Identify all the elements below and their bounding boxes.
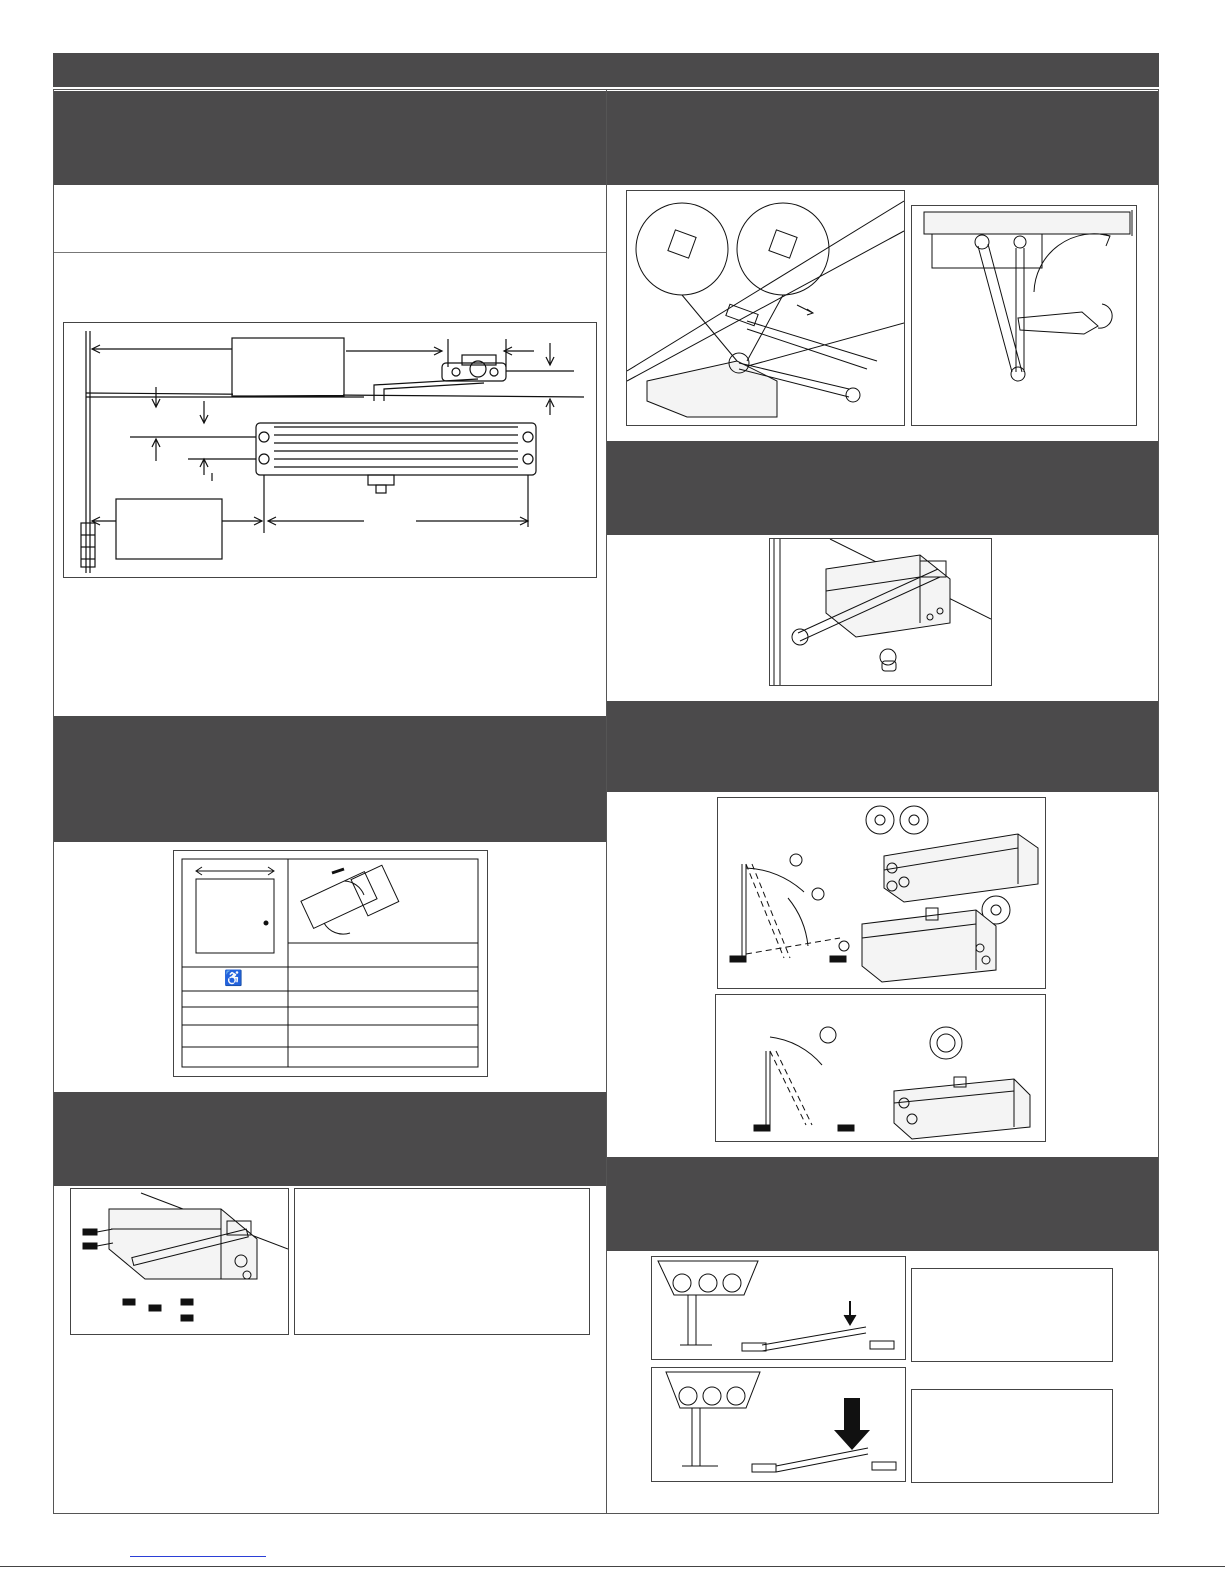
closer-size-table: [173, 850, 488, 1077]
backcheck-note-2: [911, 1389, 1113, 1483]
speed-adjustment-figure: [717, 797, 1046, 989]
section-header-band: [607, 441, 1158, 535]
latch-speed-figure: [715, 994, 1046, 1142]
section-header-band: [54, 1092, 606, 1186]
arm-installation-drawing: [627, 191, 904, 425]
mounting-notes-box: [294, 1188, 590, 1335]
section-header-band: [54, 91, 606, 185]
backcheck-figure-1: [651, 1256, 906, 1360]
arrow-icon: [834, 1398, 870, 1450]
latch-speed-drawing: [716, 995, 1045, 1141]
mounting-screws-drawing: [71, 1189, 288, 1334]
backcheck-note-1: [911, 1268, 1113, 1362]
page-header-bar: [53, 53, 1159, 87]
section-header-band: [54, 716, 606, 842]
backcheck-drawing-2: [652, 1368, 905, 1481]
column-divider: [606, 89, 607, 1514]
backcheck-drawing-1: [652, 1257, 905, 1359]
mounting-dimensions-drawing: [64, 323, 596, 577]
backcheck-figure-2: [651, 1367, 906, 1482]
installed-closer-drawing: [770, 539, 991, 685]
speed-adjustment-drawing: [718, 798, 1045, 988]
section-header-band: [607, 1157, 1158, 1251]
section-rule: [54, 252, 606, 253]
arm-adjust-wrench-drawing: [912, 206, 1136, 425]
section-header-band: [607, 91, 1158, 185]
arm-installation-figure: [626, 190, 905, 426]
wrench-icon: [1018, 312, 1098, 334]
footer-link[interactable]: [130, 1556, 266, 1557]
section-header-band: [607, 701, 1158, 792]
accessibility-icon: ♿: [224, 970, 243, 987]
mounting-dimensions-diagram: [63, 322, 597, 578]
installed-closer-figure: [769, 538, 992, 686]
mounting-screws-figure: [70, 1188, 289, 1335]
closer-size-table-drawing: [174, 851, 487, 1076]
footer-rule: [0, 1566, 1225, 1567]
arm-adjust-wrench-figure: [911, 205, 1137, 426]
